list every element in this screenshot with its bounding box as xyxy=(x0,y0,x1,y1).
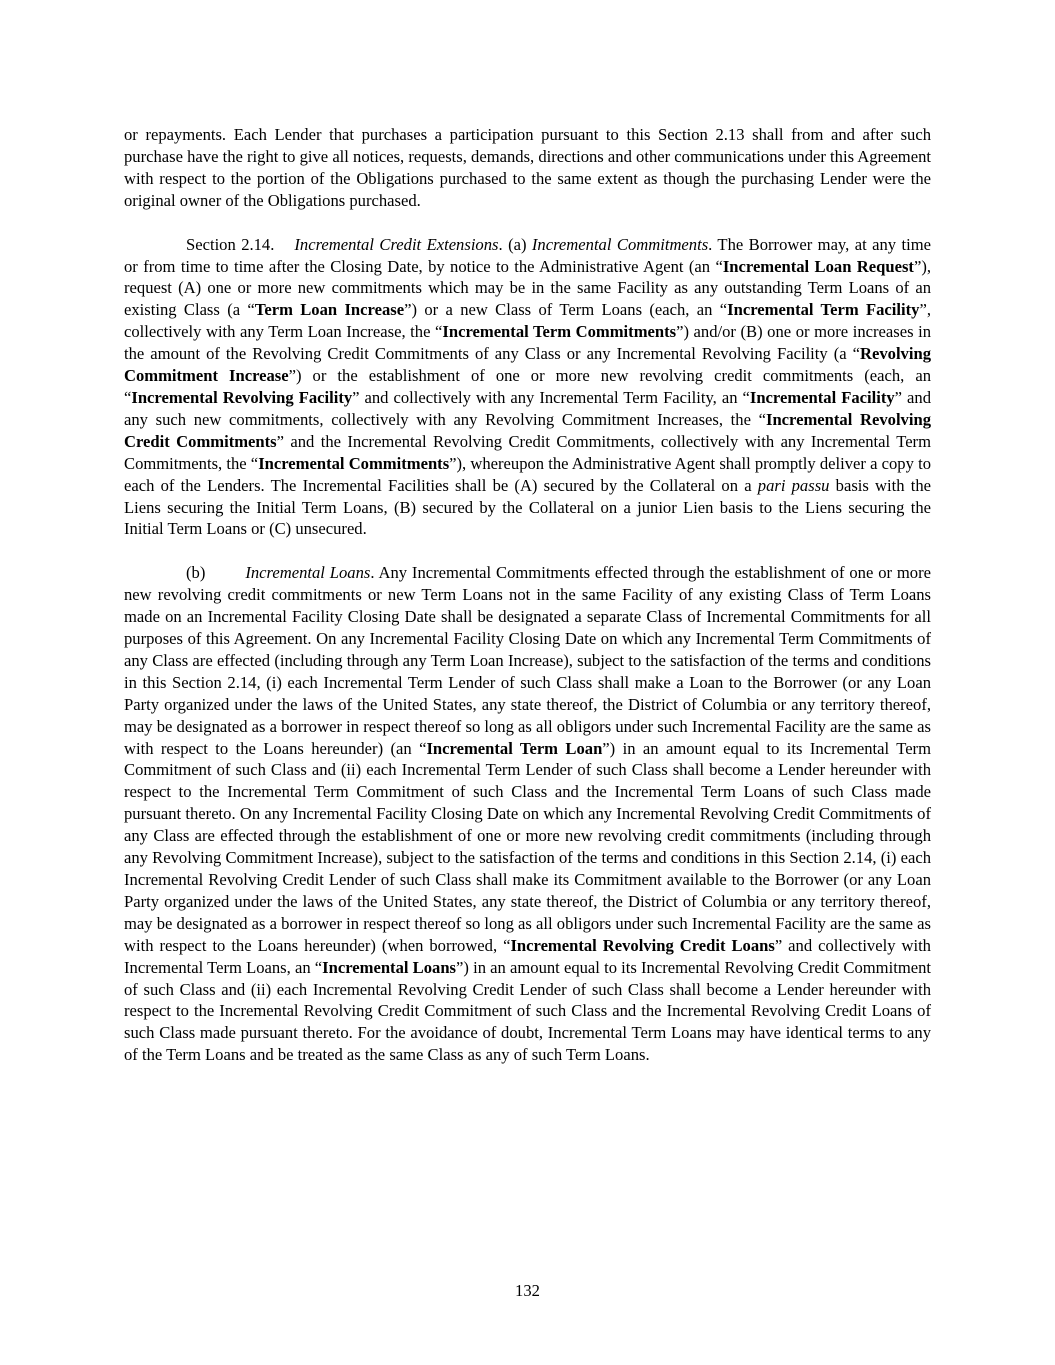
defined-term: Incremental Term Commitments xyxy=(442,322,677,342)
paragraph-section-2-14-b: (b) Incremental Loans. Any Incremental Commitments effected through the establishment of one or more new revolving credit commitments or new Term Loans not in the same Facility of any existing Class of Term Loans made on an Incremental Facility Closing Date shall be designated a separate Class of Incremental Commitments for all purposes of this Agreement. On any Incremental Facility Closing Date on which any Incremental Term Commitments of any Class are effected (including through any Term Loan Increase), subject to the satisfaction of the terms and conditions in this Section 2.14, (i) each Incremental Term Lender of such Class shall make a Loan to the Borrower (or any Loan Party organized under the laws of the United States, any state thereof, the District of Columbia or any territory thereof, may be designated as a borrower in respect thereof so long as all obligors under such Incremental Facility are the same as with respect to the Loans hereunder) (an “Incremental Term Loan”) in an amount equal to its Incremental Term Commitment of such Class and (ii) each Incremental Term Lender of such Class shall become a Lender hereunder with respect to the Incremental Term Commitment of such Class and the Incremental Term Loans of such Class made pursuant thereto. On any Incremental Facility Closing Date on which any Incremental Revolving Credit Commitments of any Class are effected through the establishment of one or more new revolving credit commitments (including through any Revolving Commitment Increase), subject to the satisfaction of the terms and conditions in this Section 2.14, (i) each Incremental Revolving Credit Lender of such Class shall make its Commitment available to the Borrower (or any Loan Party organized under the laws of the United States, any state thereof, the District of Columbia or any territory thereof, may be designated as a borrower in respect thereof so long as all obligors under such Incremental Facility are the same as with respect to the Loans hereunder) (when borrowed, “Incremental Revolving Credit Loans” and collectively with Incremental Term Loans, an “Incremental Loans”) in an amount equal to its Incremental Revolving Credit Commitment of such Class and (ii) each Incremental Revolving Credit Lender of such Class shall become a Lender hereunder with respect to the Incremental Revolving Credit Commitment of such Class and the Incremental Revolving Credit Loans of such Class made pursuant thereto. For the avoidance of doubt, Incremental Term Loans may have identical terms to any of the Term Loans and be treated as the same Class as any of such Term Loans. xyxy=(124,563,931,1065)
defined-term: Incremental Revolving Facility xyxy=(131,387,353,407)
defined-term: Term Loan Increase xyxy=(254,300,405,320)
section-heading: Incremental Credit Extensions xyxy=(294,234,499,254)
defined-term: Incremental Loan Request xyxy=(722,256,914,276)
section-label: Section 2.14. xyxy=(186,234,275,254)
defined-term: Incremental Revolving Credit Commitments xyxy=(124,409,931,451)
defined-term: Revolving Commitment Increase xyxy=(124,344,931,386)
latin-term: pari passu xyxy=(757,475,830,495)
paragraph-section-2-13-tail: or repayments. Each Lender that purchases a participation pursuant to this Section 2.13 shall from and after such purchase have the right to give all notices, requests, demands, directions and other communications under this Agreement with respect to the portion of the Obligations purchased to the same extent as though the purchasing Lender were the original owner of the Obligations purchased. xyxy=(124,125,931,210)
defined-term: Incremental Revolving Credit Loans xyxy=(510,935,775,955)
subsection-label: (a) xyxy=(508,234,527,254)
defined-term: Incremental Facility xyxy=(749,387,895,407)
defined-term: Incremental Loans xyxy=(322,957,457,977)
paragraph-section-2-14-a: Section 2.14. Incremental Credit Extensions. (a) Incremental Commitments. The Borrower may, at any time or from time to time after the Closing Date, by notice to the Administrative Agent (an “Incremental Loan Request”), request (A) one or more new commitments which may be in the same Facility as any outstanding Term Loans of an existing Class (a “Term Loan Increase”) or a new Class of Term Loans (each, an “Incremental Term Facility”, collectively with any Term Loan Increase, the “Incremental Term Commitments”) and/or (B) one or more increases in the amount of the Revolving Credit Commitments of any Class or any Incremental Revolving Facility (a “Revolving Commitment Increase”) or the establishment of one or more new revolving credit commitments (each, an “Incremental Revolving Facility” and collectively with any Incremental Term Facility, an “Incremental Facility” and any such new commitments, collectively with any Revolving Commitment Increases, the “Incremental Revolving Credit Commitments” and the Incremental Revolving Credit Commitments, collectively with any Incremental Term Commitments, the “Incremental Commitments”), whereupon the Administrative Agent shall promptly deliver a copy to each of the Lenders. The Incremental Facilities shall be (A) secured by the Collateral on a pari passu basis with the Liens securing the Initial Term Loans, (B) secured by the Collateral on a junior Lien basis to the Liens securing the Initial Term Loans or (C) unsecured. xyxy=(124,234,932,539)
subsection-heading: Incremental Commitments xyxy=(531,234,709,254)
document-body xyxy=(124,124,931,1066)
subsection-heading: Incremental Loans xyxy=(245,563,371,583)
defined-term: Incremental Term Loan xyxy=(426,738,603,758)
defined-term: Incremental Term Facility xyxy=(727,300,920,320)
page-number: 132 xyxy=(515,1281,540,1300)
subsection-label: (b) xyxy=(186,563,206,583)
defined-term: Incremental Commitments xyxy=(258,453,450,473)
